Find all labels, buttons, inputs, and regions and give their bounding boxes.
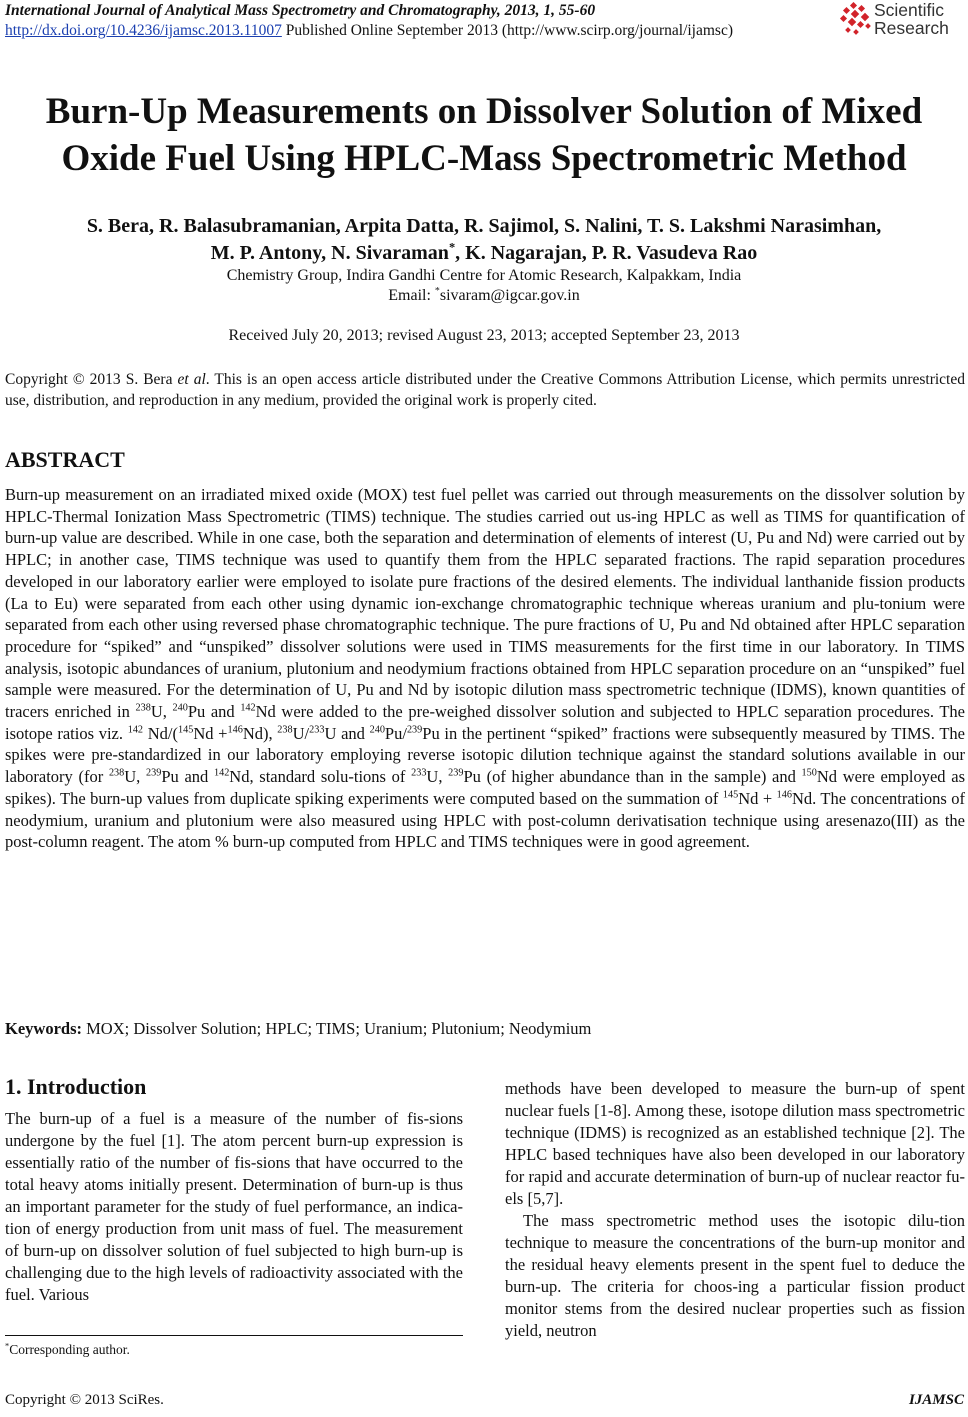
publication-line [5, 22, 733, 40]
keywords-text: MOX; Dissolver Solution; HPLC; TIMS; Uranium; Plutonium; Neodymium [82, 1019, 592, 1038]
author-line-2: M. P. Antony, N. Sivaraman*, K. Nagarajan, P. R. Vasudeva Rao [210, 240, 758, 264]
logo-text-research: Research [874, 18, 949, 38]
author-list [0, 213, 968, 267]
journal-citation: International Journal of Analytical Mass Spectrometry and Chromatography, 2013, 1, 55-60 [5, 2, 596, 19]
intro-paragraph-1-cont: methods have been developed to measure the burn-up of spent nuclear fuels [1-8]. Among these, isotope dilution mass spectrometric technique (IDMS) is recognized as an established technique [2]. The HPLC based techniques have also been developed in our laboratory for rapid and accurate determination of burn-up of nuclear reactor fu-els [5,7]. [505, 1079, 965, 1208]
paper-title [0, 88, 968, 182]
logo-text-scientific: Scientific [874, 0, 945, 20]
received-dates: Received July 20, 2013; revised August 23, 2013; accepted September 23, 2013 [228, 327, 740, 344]
footer-copyright: Copyright © 2013 SciRes. [5, 1392, 164, 1408]
footer-journal-abbr: IJAMSC [908, 1392, 964, 1408]
keywords-label: Keywords: [5, 1019, 82, 1038]
email-line: Email: *sivaram@igcar.gov.in [388, 285, 580, 304]
footnote: *Corresponding author. [5, 1341, 130, 1357]
logo-dots-icon [838, 2, 874, 40]
author-line-1: S. Bera, R. Balasubramanian, Arpita Datta, R. Sajimol, S. Nalini, T. S. Lakshmi Narasimhan, [86, 215, 882, 237]
email-address[interactable]: sivaram@igcar.gov.in [439, 287, 580, 304]
published-online-text: Published Online September 2013 (http://www.scirp.org/journal/ijamsc) [281, 22, 734, 39]
scientific-research-logo [838, 2, 966, 42]
abstract-body: Burn-up measurement on an irradiated mixed oxide (MOX) test fuel pellet was carried out through measurements on the dissolver solution by HPLC-Thermal Ionization Mass Spectrometric (TIMS) technique. The studies carried out us-ing HPLC as well as TIMS for quantification of burn-up value are described. While in one case, both the separation and determination of elements of interest (U, Pu and Nd) were carried out by HPLC; in another case, TIMS technique was used to quantify them from the HPLC separated fractions. The rapid separation procedures developed in our laboratory earlier were employed to isolate pure fractions of the desired elements. The individual lanthanide fission products (La to Eu) were separated from each other using dynamic ion-exchange chromatographic technique whereas uranium and plu-tonium were separated from each other using reversed phase chromatographic technique. The pure fractions of U, Pu and Nd obtained after HPLC separation procedure for “spiked” and “unspiked” dissolver solutions were used in TIMS measurements for the first time in our laboratory. In TIMS analysis, isotopic abundances of uranium, plutonium and neodymium fractions obtained from HPLC separation procedure on an “unspiked” fuel sample were measured. For the determination of U, Pu and Nd by isotopic dilution mass spectrometric technique (IDMS), known quantities of tracers enriched in $^{238}$U, $^{240}$Pu and $^{142}$Nd were added to the pre-weighed dissolver solution and subjected to HPLC separation procedures. The isotope ratios viz. $^{142}$ Nd/($^{145}$Nd +$^{146}$Nd), $^{238}$U/$^{233}$U and $^{240}$Pu/$^{239}$Pu in the pertinent “spiked” fractions were subsequently measured by TIMS. The spikes were pre-standardized in our laboratory employing reverse isotopic dilution technique against the standard solutions available in our laboratory (for $^{238}$U, $^{239}$Pu and $^{142}$Nd, standard solu-tions of $^{233}$U, $^{239}$Pu (of higher abundance than in the sample) and $^{150}$Nd were employed as spikes). The burn-up values from duplicate spiking experiments were computed based on the summation of $^{145}$Nd + $^{146}$Nd. The concentrations of neodymium, uranium and plutonium were also measured using HPLC with post-column derivatisation technique using aresenazo(III) as the post-column reagent. The atom % burn-up computed from HPLC and TIMS techniques were in good agreement. [5, 485, 966, 852]
intro-paragraph-2: The mass spectrometric method uses the isotopic dilu-tion technique to measure the concentrations of the burn-up monitor and the residual heavy elements present in the spent fuel to deduce the burn-up. The criteria for choos-ing a particular fission product monitor stems from the desired nuclear properties such as fission yield, neutron [505, 1211, 965, 1340]
section-heading-introduction: 1. Introduction [5, 1074, 147, 1099]
doi-link[interactable]: http://dx.doi.org/10.4236/ijamsc.2013.11007 [5, 22, 282, 39]
corresponding-mark: * [448, 240, 456, 255]
intro-right-column [505, 1078, 965, 1342]
abstract-heading: ABSTRACT [5, 447, 125, 472]
copyright-notice: Copyright © 2013 S. Bera et al. This is an open access article distributed under the Creative Commons Attribution License, which permits unrestricted use, distribution, and reproduction in any medium, provided the original work is properly cited. [5, 371, 965, 409]
footnote-divider [5, 1335, 463, 1336]
paper-title-line-2: Oxide Fuel Using HPLC-Mass Spectrometric Method [61, 138, 907, 179]
affiliation-block [0, 266, 968, 306]
affiliation: Chemistry Group, Indira Gandhi Centre for Atomic Research, Kalpakkam, India [226, 267, 742, 284]
keywords-line [5, 1019, 965, 1039]
paper-title-line-1: Burn-Up Measurements on Dissolver Solution of Mixed [45, 91, 923, 132]
intro-left-column: The burn-up of a fuel is a measure of the number of fis-sions undergone by the fuel [1]. The atom percent burn-up expression is essentially ratio of the number of fis-sions that have occurred to the total heavy atoms initially present. Determination of burn-up is thus an important parameter for the study of fuel performance, an indica-tion of energy production from unit mass of fuel. The measurement of burn-up on dissolver solution of fuel subjected to high burn-up is challenging due to the high levels of radioactivity associated with the fuel. Various [5, 1109, 463, 1304]
